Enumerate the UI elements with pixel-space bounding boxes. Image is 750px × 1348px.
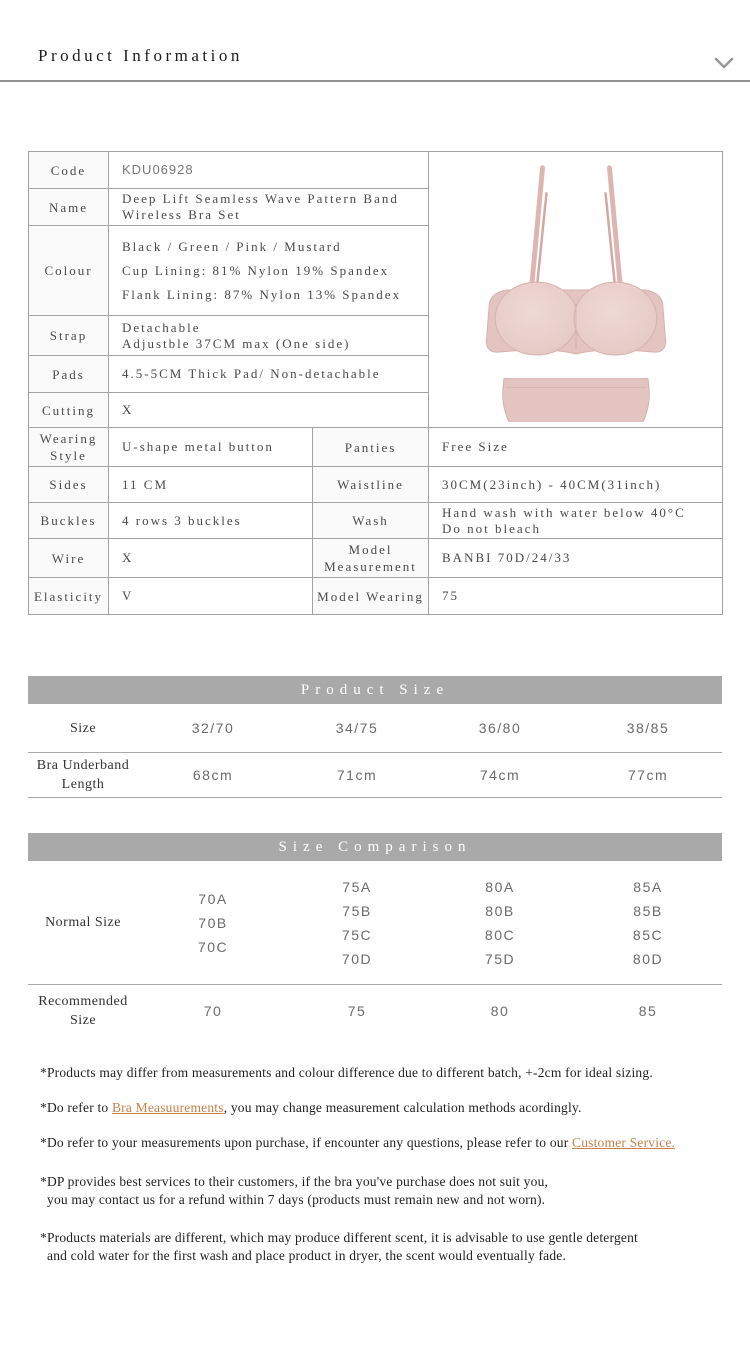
normal-size-col-70: [138, 887, 288, 959]
size-value: 32/70: [191, 720, 235, 736]
note-text: *Do refer to: [40, 1100, 112, 1115]
recommended-size-row: [28, 985, 722, 1037]
size-option: 80A: [485, 878, 515, 895]
size-option: 80D: [632, 950, 664, 967]
bra-and-panties-image: [433, 154, 719, 422]
wash-line: Do not bleach: [442, 520, 541, 536]
spec-value-model-wearing: 75: [429, 578, 723, 615]
table-row: [29, 539, 723, 578]
divider: [28, 797, 722, 798]
note-text: *DP provides best services to their customers, if the bra you've purchase does not suit you,: [40, 1174, 549, 1189]
product-size-size-row: [28, 704, 722, 752]
spec-label-cutting: Cutting: [29, 393, 109, 428]
spec-label-wash: Wash: [313, 503, 429, 539]
spec-label-model-measurement: Model Measurement: [313, 539, 429, 578]
spec-value-strap: [109, 316, 429, 356]
spec-value-pads: 4.5-5CM Thick Pad/ Non-detachable: [109, 356, 429, 393]
normal-size-label: Normal Size: [45, 915, 121, 930]
size-option: 75D: [484, 950, 516, 967]
customer-service-link[interactable]: Customer Service.: [572, 1135, 676, 1150]
spec-value-buckles: 4 rows 3 buckles: [109, 503, 313, 539]
note-text: , you may change measurement calculation methods acordingly.: [223, 1100, 582, 1115]
underband-value: 68cm: [192, 767, 234, 783]
spec-value-wearing-style: U-shape metal button: [109, 428, 313, 467]
size-option: 80B: [485, 902, 515, 919]
spec-label-pads: Pads: [29, 356, 109, 393]
spec-label-wearing-style: Wearing Style: [29, 428, 109, 467]
spec-value-waistline: 30CM(23inch) - 40CM(31inch): [429, 467, 723, 503]
product-image-cell: [429, 152, 723, 428]
wash-line: Hand wash with water below 40°C: [442, 504, 686, 520]
size-option: 85B: [633, 902, 663, 919]
note-sizing: *Products may differ from measurements and colour difference due to different batch, +-2cm for ideal sizing.: [40, 1065, 653, 1080]
size-value: 36/80: [478, 720, 522, 736]
size-value: 38/85: [626, 720, 670, 736]
size-value: 34/75: [335, 720, 379, 736]
normal-size-row: [28, 861, 722, 984]
product-code: KDU06928: [122, 162, 194, 177]
spec-value-colour: [109, 226, 429, 316]
size-option: 75C: [341, 926, 373, 943]
flank-lining-line: Flank Lining: 87% Nylon 13% Spandex: [122, 286, 402, 302]
note-customer-service: [40, 1134, 675, 1152]
spec-value-panties: Free Size: [429, 428, 723, 467]
spec-value-code: [109, 152, 429, 189]
bra-underband-row: [28, 753, 722, 797]
recommended-size-label: Recommended Size: [38, 994, 128, 1028]
size-option: 75A: [342, 878, 372, 895]
spec-label-wire: Wire: [29, 539, 109, 578]
normal-size-col-75: [288, 875, 426, 971]
note-materials: [40, 1229, 638, 1265]
note-bra-measurements: [40, 1099, 582, 1117]
size-option: 85A: [633, 878, 663, 895]
spec-label-panties: Panties: [313, 428, 429, 467]
spec-label-waistline: Waistline: [313, 467, 429, 503]
spec-table: [28, 151, 723, 615]
recommended-value: 85: [638, 1003, 658, 1019]
note-text: you may contact us for a refund within 7 days (products must remain new and not worn).: [47, 1192, 546, 1207]
spec-value-name: Deep Lift Seamless Wave Pattern Band Wireless Bra Set: [109, 189, 429, 226]
underband-value: 74cm: [479, 767, 521, 783]
chevron-down-icon[interactable]: [714, 57, 734, 70]
strap-line: Detachable: [122, 319, 201, 335]
size-option: 80C: [484, 926, 516, 943]
spec-label-model-wearing: Model Wearing: [313, 578, 429, 615]
underband-value: 77cm: [627, 767, 669, 783]
size-option: 85C: [632, 926, 664, 943]
product-size-header: Product Size: [28, 676, 722, 704]
strap-line: Adjustble 37CM max (One side): [122, 335, 351, 351]
spec-label-colour: Colour: [29, 226, 109, 316]
spec-value-cutting: X: [109, 393, 429, 428]
spec-label-code: Code: [29, 152, 109, 189]
spec-label-name: Name: [29, 189, 109, 226]
normal-size-col-80: [426, 875, 574, 971]
spec-value-wash: [429, 503, 723, 539]
table-row: [29, 578, 723, 615]
cup-lining-line: Cup Lining: 81% Nylon 19% Spandex: [122, 262, 390, 278]
normal-size-col-85: [574, 875, 722, 971]
note-text: *Products materials are different, which may produce different scent, it is advisable to use gentle detergent: [40, 1230, 638, 1245]
size-row-label: Size: [69, 720, 97, 736]
size-option: 70A: [198, 890, 228, 907]
size-option: 70B: [198, 914, 228, 931]
table-row: [29, 503, 723, 539]
recommended-value: 80: [490, 1003, 510, 1019]
size-comparison-header: Size Comparison: [28, 833, 722, 861]
spec-label-buckles: Buckles: [29, 503, 109, 539]
underband-value: 71cm: [336, 767, 378, 783]
spec-value-elasticity: V: [109, 578, 313, 615]
spec-value-wire: X: [109, 539, 313, 578]
table-row: [29, 467, 723, 503]
header: [0, 0, 750, 82]
spec-label-sides: Sides: [29, 467, 109, 503]
size-option: 70D: [341, 950, 373, 967]
underband-row-label: Bra Underband Length: [36, 758, 130, 792]
colour-line: Black / Green / Pink / Mustard: [122, 238, 342, 254]
size-option: 70C: [197, 938, 229, 955]
page-title: Product Information: [38, 46, 243, 65]
spec-value-model-measurement: BANBI 70D/24/33: [429, 539, 723, 578]
table-row: [29, 152, 723, 189]
spec-value-sides: 11 CM: [109, 467, 313, 503]
spec-label-strap: Strap: [29, 316, 109, 356]
size-option: 75B: [342, 902, 372, 919]
note-text: *Do refer to your measurements upon purchase, if encounter any questions, please refer to our: [40, 1135, 572, 1150]
note-text: and cold water for the first wash and place product in dryer, the scent would eventually fade.: [47, 1248, 567, 1263]
recommended-value: 70: [203, 1003, 223, 1019]
bra-measurements-link[interactable]: Bra Measuurements: [111, 1100, 224, 1115]
note-refund: [40, 1173, 548, 1209]
spec-label-elasticity: Elasticity: [29, 578, 109, 615]
table-row: [29, 428, 723, 467]
recommended-value: 75: [347, 1003, 367, 1019]
